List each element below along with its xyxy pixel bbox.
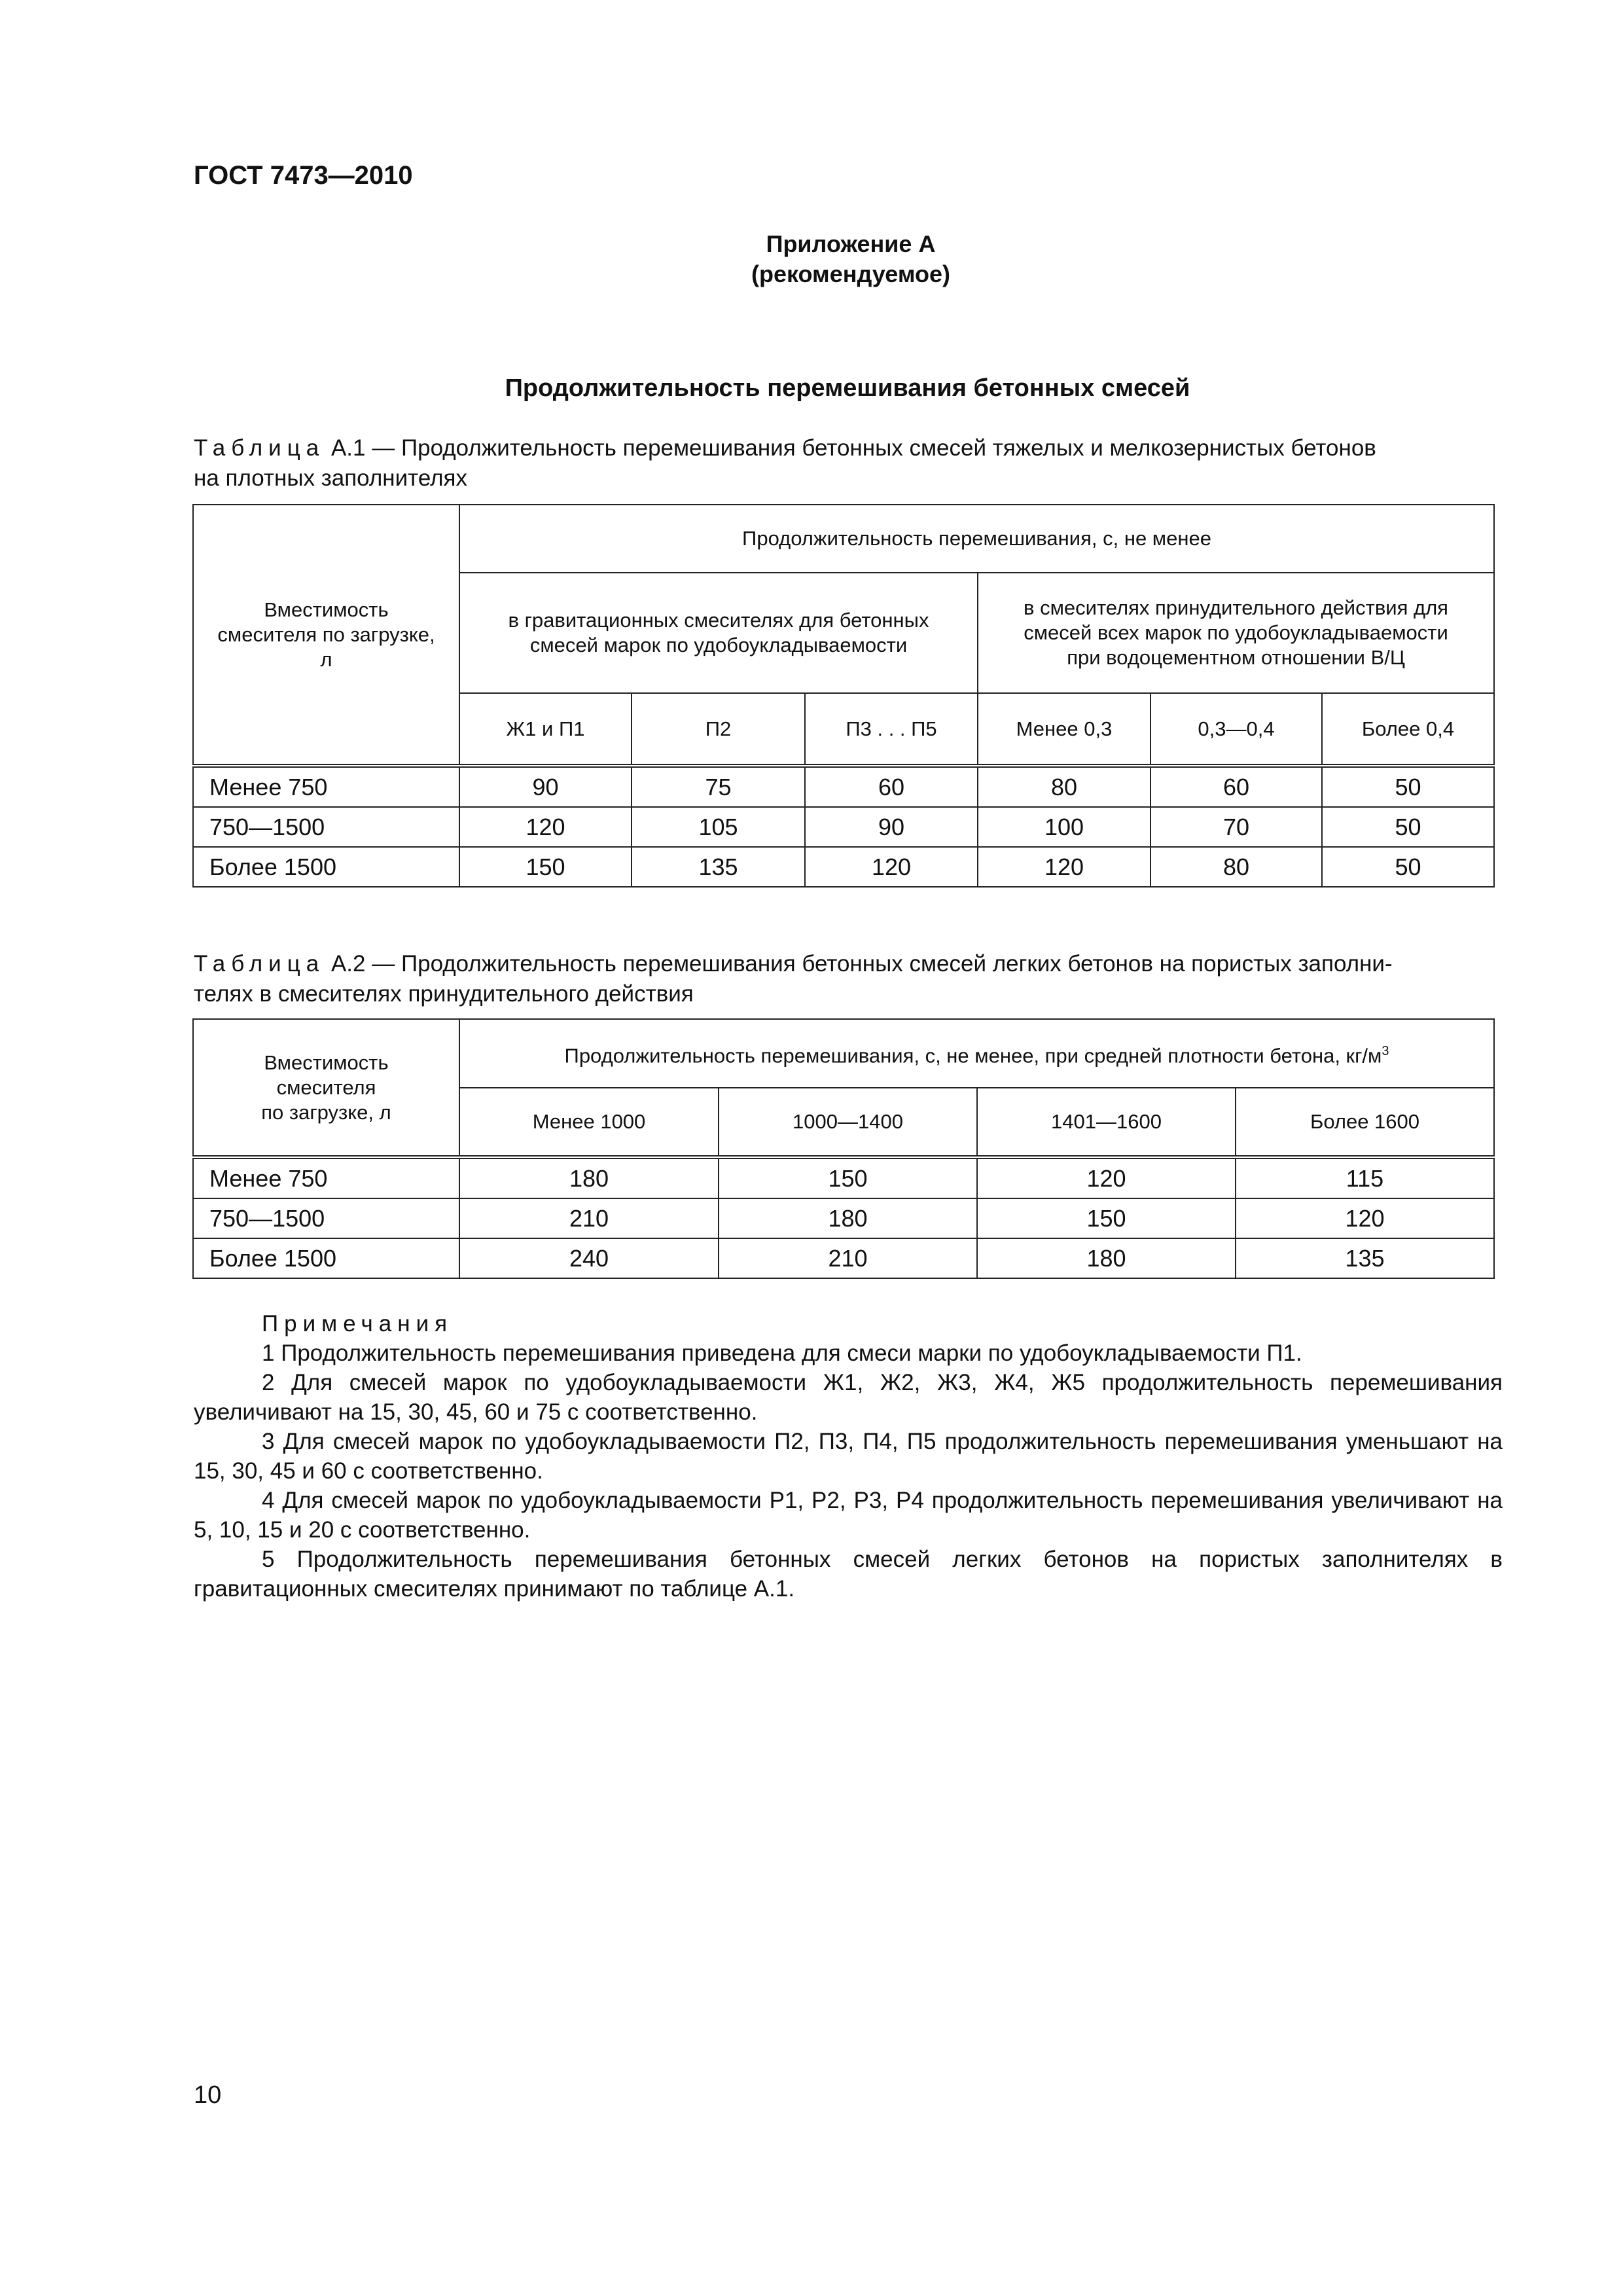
table-a1-row-header-line: Вместимость — [264, 598, 389, 621]
notes-title — [194, 1309, 1503, 1338]
table-cell: 50 — [1322, 847, 1494, 887]
row-label: Более 1500 — [193, 1238, 459, 1278]
appendix-type: (рекомендуемое) — [751, 260, 950, 287]
table-a2-caption-label: Таблица — [194, 951, 325, 977]
page-number: 10 — [194, 2081, 222, 2109]
row-label: Более 1500 — [193, 847, 459, 887]
note-item: 3 Для смесей марок по удобоукладываемости П2, П3, П4, П5 продолжительность перемешивания уменьшают на 15, 30, 45 и 60 с соответственно. — [194, 1429, 1503, 1484]
table-cell: 150 — [977, 1198, 1236, 1238]
table-cell: 60 — [805, 766, 978, 807]
table-cell: 120 — [805, 847, 978, 887]
table-cell: 135 — [632, 847, 805, 887]
table-cell: 120 — [459, 807, 632, 847]
table-cell: 120 — [977, 1157, 1236, 1198]
table-a2-column-header: 1401—1600 — [977, 1088, 1236, 1157]
table-a1-caption-text: А.1 — Продолжительность перемешивания бетонных смесей тяжелых и мелкозернистых бетонов — [325, 435, 1376, 461]
table-row — [193, 807, 1494, 847]
table-a1-row-header-line: смесителя по загрузке, — [217, 622, 435, 646]
row-label: 750—1500 — [193, 1198, 459, 1238]
table-a1-row-header — [193, 505, 459, 766]
table-cell: 240 — [459, 1238, 719, 1278]
table-cell: 120 — [1236, 1198, 1494, 1238]
notes-title-text: Примечания — [262, 1311, 454, 1336]
table-row — [193, 1238, 1494, 1278]
table-a2-caption-line1 — [194, 949, 1503, 979]
table-cell: 180 — [459, 1157, 719, 1198]
table-a2-row-header-line: смесителя — [276, 1075, 376, 1099]
table-cell: 80 — [978, 766, 1150, 807]
table-row — [193, 1157, 1494, 1198]
table-a1-subgroup-gravity-line: в гравитационных смесителях для бетонных — [508, 609, 929, 632]
table-cell: 180 — [719, 1198, 977, 1238]
table-a2-group-header-text: Продолжительность перемешивания, с, не менее, при средней плотности бетона, кг/м — [564, 1044, 1382, 1067]
table-a2 — [192, 1018, 1495, 1279]
table-a1-column-header: Более 0,4 — [1322, 693, 1494, 766]
note-item: 4 Для смесей марок по удобоукладываемости Р1, Р2, Р3, Р4 продолжительность перемешивания увеличивают на 5, 10, 15 и 20 с соответственно. — [194, 1488, 1503, 1543]
table-cell: 70 — [1150, 807, 1322, 847]
row-label: 750—1500 — [193, 807, 459, 847]
table-cell: 90 — [805, 807, 978, 847]
table-row — [193, 1198, 1494, 1238]
table-a1-subgroup-forced-line: в смесителях принудительного действия для — [1024, 596, 1448, 619]
table-cell: 120 — [978, 847, 1150, 887]
row-label: Менее 750 — [193, 766, 459, 807]
section-title: Продолжительность перемешивания бетонных смесей — [505, 374, 1190, 402]
table-row — [193, 766, 1494, 807]
table-a2-column-header: 1000—1400 — [719, 1088, 977, 1157]
table-cell: 150 — [459, 847, 632, 887]
table-a2-caption-text: А.2 — Продолжительность перемешивания бетонных смесей легких бетонов на пористых заполни- — [325, 951, 1393, 977]
note-item: 2 Для смесей марок по удобоукладываемости Ж1, Ж2, Ж3, Ж4, Ж5 продолжительность перемешивания увеличивают на 15, 30, 45, 60 и 75 с соответственно. — [194, 1370, 1503, 1425]
table-a2-group-header — [459, 1019, 1494, 1088]
table-a2-row-header — [193, 1019, 459, 1157]
table-a1-subgroup-gravity — [459, 573, 978, 693]
table-a1-column-header: Ж1 и П1 — [459, 693, 632, 766]
table-cell: 50 — [1322, 766, 1494, 807]
notes — [194, 1309, 1503, 1604]
table-cell: 105 — [632, 807, 805, 847]
table-a1-column-header: П2 — [632, 693, 805, 766]
table-row — [193, 847, 1494, 887]
table-a2-group-header-sup: 3 — [1382, 1043, 1389, 1058]
table-a2-row-header-line: Вместимость — [264, 1050, 389, 1074]
table-cell: 210 — [459, 1198, 719, 1238]
table-cell: 75 — [632, 766, 805, 807]
table-a2-caption — [194, 949, 1503, 1009]
table-a1 — [192, 504, 1495, 888]
table-cell: 115 — [1236, 1157, 1494, 1198]
table-a1-group-header: Продолжительность перемешивания, с, не менее — [459, 505, 1494, 573]
table-a1-caption-label: Таблица — [194, 435, 325, 461]
table-a1-column-header: П3 . . . П5 — [805, 693, 978, 766]
table-a1-column-header: Менее 0,3 — [978, 693, 1150, 766]
note-item: 1 Продолжительность перемешивания приведена для смеси марки по удобоукладываемости П1. — [262, 1340, 1302, 1366]
table-a1-caption-line1 — [194, 433, 1503, 463]
note-item: 5 Продолжительность перемешивания бетонных смесей легких бетонов на пористых заполнителях в гравитационных смесителях принимают по таблице А.1. — [194, 1547, 1503, 1602]
table-cell: 180 — [977, 1238, 1236, 1278]
table-a2-column-header: Более 1600 — [1236, 1088, 1494, 1157]
table-a2-row-header-line: по загрузке, л — [261, 1100, 391, 1124]
document-code: ГОСТ 7473—2010 — [194, 161, 413, 190]
table-a1-subgroup-forced-line: смесей всех марок по удобоукладываемости — [1024, 621, 1448, 644]
row-label: Менее 750 — [193, 1157, 459, 1198]
table-cell: 150 — [719, 1157, 977, 1198]
table-cell: 90 — [459, 766, 632, 807]
table-cell: 80 — [1150, 847, 1322, 887]
table-a2-caption-line2: телях в смесителях принудительного действия — [194, 981, 694, 1007]
table-cell: 50 — [1322, 807, 1494, 847]
table-a1-subgroup-forced — [978, 573, 1494, 693]
table-a1-subgroup-gravity-line: смесей марок по удобоукладываемости — [529, 634, 908, 656]
appendix-title: Приложение А — [766, 230, 936, 257]
table-a1-row-header-line: л — [320, 647, 332, 671]
table-cell: 135 — [1236, 1238, 1494, 1278]
table-a1-caption-line2: на плотных заполнителях — [194, 465, 468, 491]
table-a2-column-header: Менее 1000 — [459, 1088, 719, 1157]
table-cell: 60 — [1150, 766, 1322, 807]
table-a1-caption — [194, 433, 1503, 493]
table-cell: 100 — [978, 807, 1150, 847]
table-a1-column-header: 0,3—0,4 — [1150, 693, 1322, 766]
table-cell: 210 — [719, 1238, 977, 1278]
table-a1-subgroup-forced-line: при водоцементном отношении В/Ц — [1067, 646, 1405, 669]
